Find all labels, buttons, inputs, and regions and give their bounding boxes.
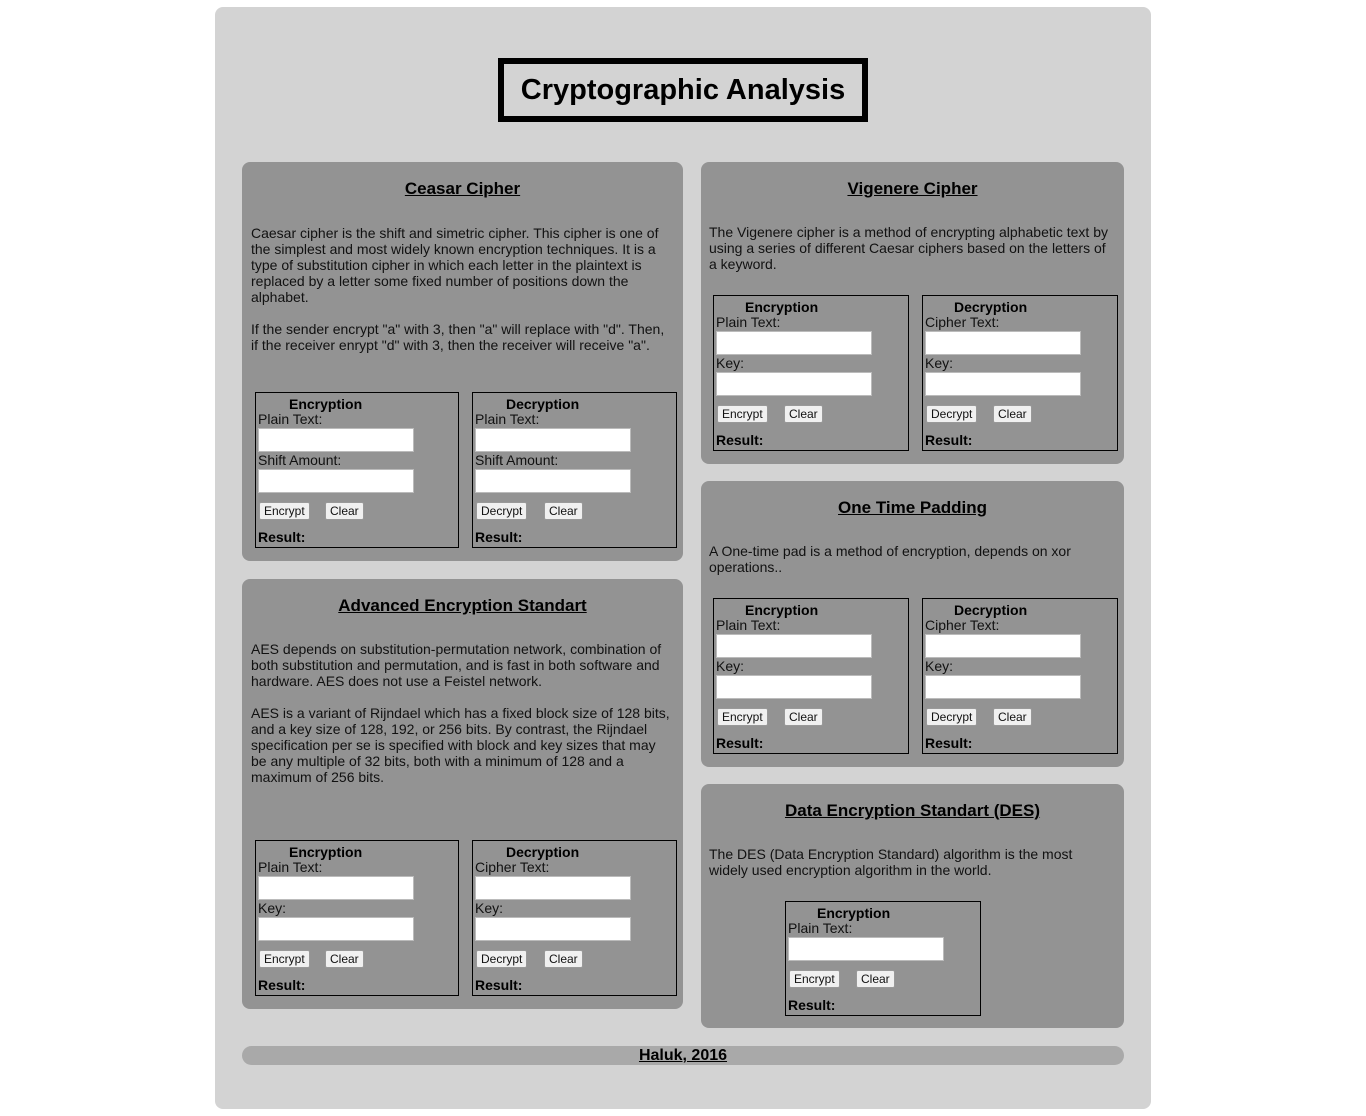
- aes-decryption-box: [472, 840, 677, 996]
- aes-enc-result: Result:: [258, 977, 306, 993]
- aes-enc-key-label: Key:: [258, 900, 287, 916]
- des-description: The DES (Data Encryption Standard) algorithm is the most widely used encryption algorithm in the world.: [709, 846, 1073, 878]
- otp-dec-key-input[interactable]: [925, 675, 1081, 699]
- aes-encryption-heading: Encryption: [289, 844, 363, 860]
- des-panel: [701, 784, 1124, 1028]
- caesar-example: If the sender encrypt "a" with 3, then "a" will replace with "d". Then, if the receiver enrypt "d" with 3, then the receiver will receive "a".: [251, 321, 665, 353]
- aes-description: AES depends on substitution-permutation network, combination of both substitution and permutation, and is fast in both software and hardware. AES does not use a Feistel network.: [251, 641, 662, 689]
- otp-encryption-heading: Encryption: [745, 602, 819, 618]
- aes-decryption-heading: Decryption: [506, 844, 580, 860]
- otp-description: A One-time pad is a method of encryption, depends on xor operations..: [709, 543, 1071, 575]
- otp-dec-key-label: Key:: [925, 658, 954, 674]
- des-encrypt-button[interactable]: Encrypt: [789, 970, 840, 988]
- aes-dec-key-input[interactable]: [475, 917, 631, 941]
- des-enc-plain-label: Plain Text:: [788, 920, 853, 936]
- caesar-enc-result: Result:: [258, 529, 306, 545]
- vigenere-enc-clear-button[interactable]: Clear: [784, 405, 823, 423]
- vigenere-dec-key-input[interactable]: [925, 372, 1081, 396]
- otp-dec-result: Result:: [925, 735, 973, 751]
- caesar-decrypt-button[interactable]: Decrypt: [476, 502, 527, 520]
- aes-enc-key-input[interactable]: [258, 917, 414, 941]
- vigenere-encryption-box: [713, 295, 909, 451]
- des-enc-clear-button[interactable]: Clear: [856, 970, 895, 988]
- des-title: Data Encryption Standart (DES): [784, 801, 1041, 820]
- aes-panel: [242, 579, 683, 1009]
- vigenere-decryption-heading: Decryption: [954, 299, 1028, 315]
- otp-encryption-box: [713, 598, 909, 754]
- caesar-enc-shift-input[interactable]: [258, 469, 414, 493]
- des-encryption-box: [785, 901, 981, 1016]
- aes-encryption-box: [255, 840, 459, 996]
- vigenere-description: The Vigenere cipher is a method of encrypting alphabetic text by using a series of different Caesar ciphers based on the letters of a keyword.: [709, 224, 1108, 272]
- aes-dec-cipher-label: Cipher Text:: [475, 859, 550, 875]
- vigenere-dec-clear-button[interactable]: Clear: [993, 405, 1032, 423]
- caesar-description: Caesar cipher is the shift and simetric cipher. This cipher is one of the simplest and most widely known encryption techniques. It is a type of substitution cipher in which each letter in the plaintext is replaced by a letter some fixed number of positions down the alphabet.: [251, 225, 659, 305]
- caesar-enc-clear-button[interactable]: Clear: [325, 502, 364, 520]
- des-enc-plain-input[interactable]: [788, 937, 944, 961]
- vigenere-enc-result: Result:: [716, 432, 764, 448]
- otp-enc-key-label: Key:: [716, 658, 745, 674]
- caesar-dec-result: Result:: [475, 529, 523, 545]
- otp-dec-clear-button[interactable]: Clear: [993, 708, 1032, 726]
- vigenere-dec-cipher-input[interactable]: [925, 331, 1081, 355]
- otp-panel: [701, 481, 1124, 767]
- otp-decryption-heading: Decryption: [954, 602, 1028, 618]
- caesar-dec-clear-button[interactable]: Clear: [544, 502, 583, 520]
- aes-decrypt-button[interactable]: Decrypt: [476, 950, 527, 968]
- caesar-decryption-heading: Decryption: [506, 396, 580, 412]
- caesar-decryption-box: [472, 392, 677, 548]
- aes-title: Advanced Encryption Standart: [338, 596, 587, 615]
- aes-enc-plain-input[interactable]: [258, 876, 414, 900]
- aes-encrypt-button[interactable]: Encrypt: [259, 950, 310, 968]
- caesar-encrypt-button[interactable]: Encrypt: [259, 502, 310, 520]
- page-title: Cryptographic Analysis: [498, 58, 868, 122]
- caesar-enc-plain-input[interactable]: [258, 428, 414, 452]
- aes-enc-plain-label: Plain Text:: [258, 859, 323, 875]
- vigenere-dec-cipher-label: Cipher Text:: [925, 314, 1000, 330]
- aes-enc-clear-button[interactable]: Clear: [325, 950, 364, 968]
- vigenere-decryption-box: [922, 295, 1118, 451]
- caesar-dec-shift-label: Shift Amount:: [475, 452, 559, 468]
- caesar-dec-plain-input[interactable]: [475, 428, 631, 452]
- otp-title: One Time Padding: [838, 498, 987, 517]
- des-enc-result: Result:: [788, 997, 836, 1013]
- vigenere-panel: [701, 162, 1124, 464]
- vigenere-enc-plain-label: Plain Text:: [716, 314, 781, 330]
- caesar-encryption-box: [255, 392, 459, 548]
- otp-dec-cipher-label: Cipher Text:: [925, 617, 1000, 633]
- caesar-dec-shift-input[interactable]: [475, 469, 631, 493]
- otp-enc-clear-button[interactable]: Clear: [784, 708, 823, 726]
- otp-decrypt-button[interactable]: Decrypt: [926, 708, 977, 726]
- aes-dec-result: Result:: [475, 977, 523, 993]
- caesar-encryption-heading: Encryption: [289, 396, 363, 412]
- otp-decryption-box: [922, 598, 1118, 754]
- vigenere-enc-key-input[interactable]: [716, 372, 872, 396]
- vigenere-enc-plain-input[interactable]: [716, 331, 872, 355]
- otp-enc-result: Result:: [716, 735, 764, 751]
- vigenere-dec-key-label: Key:: [925, 355, 954, 371]
- footer-credit: Haluk, 2016: [242, 1046, 1124, 1065]
- caesar-enc-plain-label: Plain Text:: [258, 411, 323, 427]
- caesar-title: Ceasar Cipher: [404, 179, 521, 198]
- aes-details: AES is a variant of Rijndael which has a fixed block size of 128 bits, and a key size of 128, 192, or 256 bits. By contrast, the Rijndael specification per se is specified with block and key sizes that may be any multiple of 32 bits, both with a minimum of 128 and a maximum of 256 bits.: [251, 705, 670, 785]
- otp-enc-plain-label: Plain Text:: [716, 617, 781, 633]
- vigenere-dec-result: Result:: [925, 432, 973, 448]
- vigenere-title: Vigenere Cipher: [847, 179, 978, 198]
- aes-dec-clear-button[interactable]: Clear: [544, 950, 583, 968]
- vigenere-encryption-heading: Encryption: [745, 299, 819, 315]
- otp-enc-key-input[interactable]: [716, 675, 872, 699]
- caesar-panel: [242, 162, 683, 561]
- otp-enc-plain-input[interactable]: [716, 634, 872, 658]
- otp-dec-cipher-input[interactable]: [925, 634, 1081, 658]
- aes-dec-cipher-input[interactable]: [475, 876, 631, 900]
- caesar-enc-shift-label: Shift Amount:: [258, 452, 342, 468]
- aes-dec-key-label: Key:: [475, 900, 504, 916]
- caesar-dec-plain-label: Plain Text:: [475, 411, 540, 427]
- vigenere-enc-key-label: Key:: [716, 355, 745, 371]
- vigenere-encrypt-button[interactable]: Encrypt: [717, 405, 768, 423]
- des-encryption-heading: Encryption: [817, 905, 891, 921]
- otp-encrypt-button[interactable]: Encrypt: [717, 708, 768, 726]
- vigenere-decrypt-button[interactable]: Decrypt: [926, 405, 977, 423]
